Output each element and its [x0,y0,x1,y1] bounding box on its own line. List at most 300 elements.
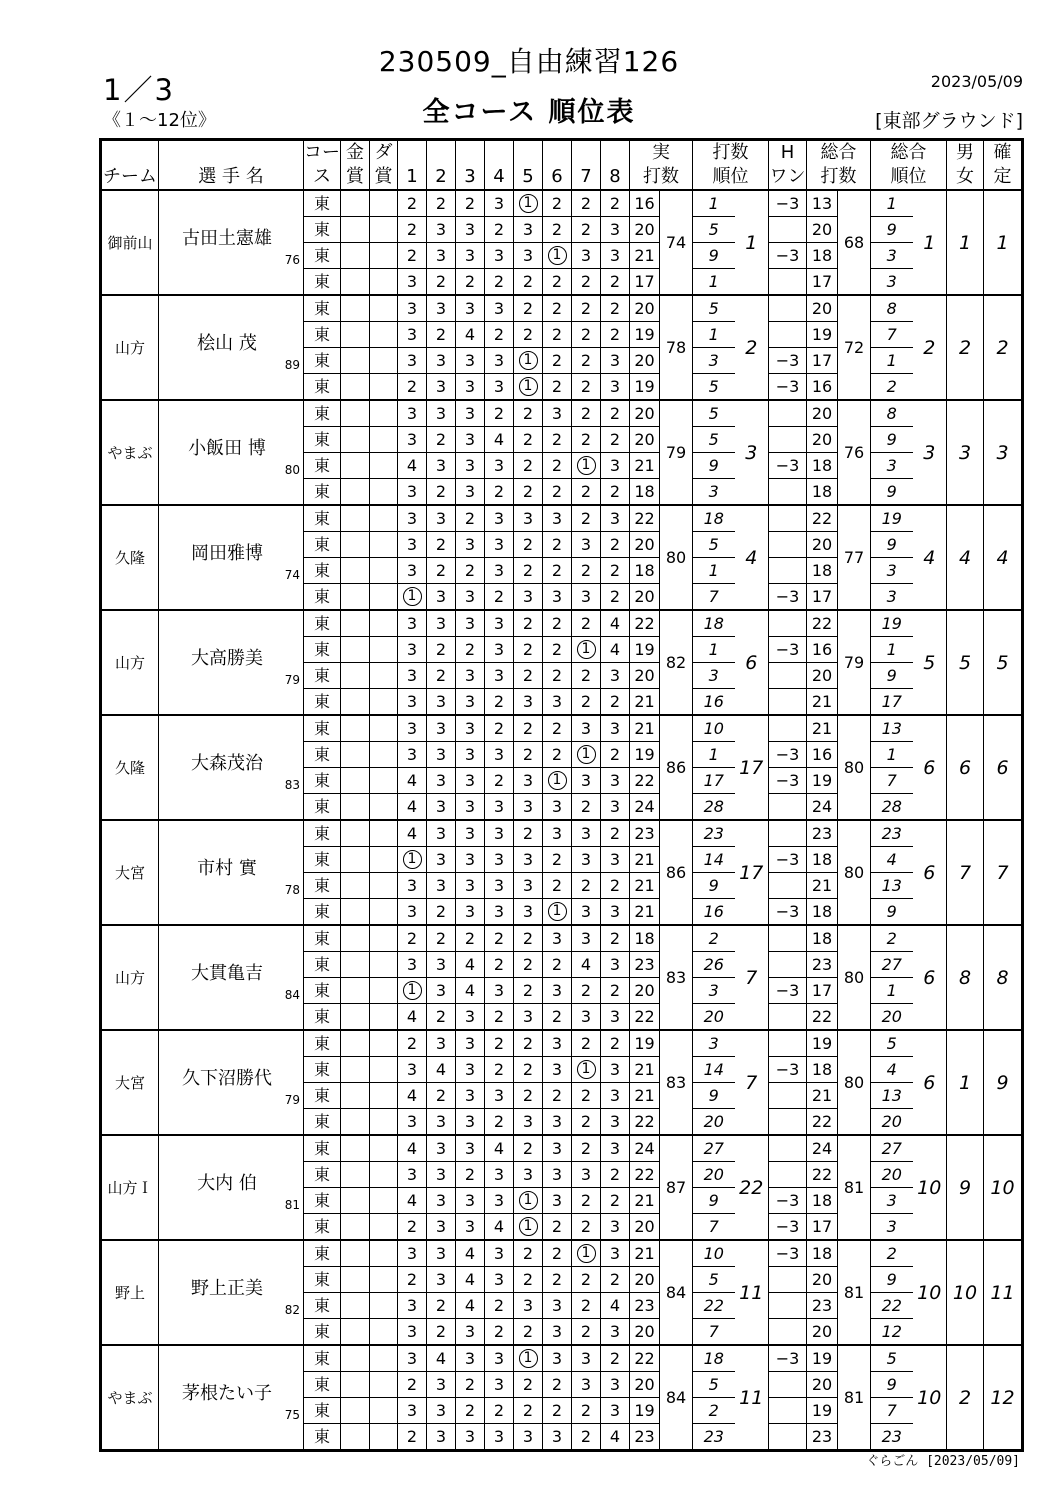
gold-cell [341,715,370,742]
hole-score: 3 [398,637,427,663]
gold-cell [341,558,370,584]
player-name-text: 大森茂治 [191,752,263,774]
hole-in-one-bonus [769,505,807,532]
total-header-top: 総合 [807,141,871,166]
hole-score [572,453,601,479]
final-rank: 2 [984,295,1022,400]
hole-score: 3 [485,558,514,584]
hole-score: 2 [572,427,601,453]
course-cell: 東 [304,978,341,1004]
hole-in-one-bonus [769,610,807,637]
hole-score: 3 [398,479,427,506]
hole-score: 2 [543,479,572,506]
total-strokes: 80 [838,715,871,820]
gold-cell [341,978,370,1004]
hole-score: 3 [514,505,543,532]
hole-score: 4 [398,453,427,479]
round-rank: 7 [693,1319,735,1346]
final-rank: 7 [984,820,1022,925]
round-total: 20 [630,663,660,689]
hole-score: 3 [543,1109,572,1136]
hole-score: 3 [543,820,572,847]
total-rank: 5 [913,610,947,715]
round-total-rank: 9 [871,663,913,689]
hole-score: 3 [398,952,427,978]
round-total: 22 [630,610,660,637]
course-cell: 東 [304,217,341,243]
course-cell: 東 [304,322,341,348]
hole-score [514,374,543,401]
gold-cell [341,663,370,689]
hole-score: 2 [601,742,630,768]
player-age: 76 [284,253,300,267]
da-header: 賞 [370,165,398,190]
hole-score: 3 [572,899,601,926]
round-total: 20 [630,348,660,374]
team-header: チーム [102,165,159,190]
hole-score: 3 [456,899,485,926]
hole-header-top [427,141,456,166]
hole-score: 2 [485,584,514,611]
hole-score: 3 [456,1109,485,1136]
da-cell [370,1267,398,1293]
hole-score: 3 [398,1057,427,1083]
hole-in-one-mark: 1 [519,1191,538,1210]
hole-score: 3 [601,1319,630,1346]
round-total-rank: 3 [871,269,913,296]
hole-score: 2 [514,1083,543,1109]
course-cell: 東 [304,1109,341,1136]
round-total-rank: 2 [871,1240,913,1267]
player-name-text: 野上正美 [191,1277,263,1299]
course-cell: 東 [304,269,341,296]
hole-score: 3 [427,873,456,899]
round-total: 21 [630,1240,660,1267]
round-rank: 18 [693,1345,735,1372]
hole-in-one-mark: 1 [577,1060,596,1079]
round-total: 20 [630,978,660,1004]
hole-score: 3 [398,663,427,689]
course-cell: 東 [304,479,341,506]
hole-score: 2 [514,1057,543,1083]
round-total-rank: 13 [871,715,913,742]
gold-cell [341,1083,370,1109]
round-total: 23 [630,952,660,978]
hole-score: 3 [427,610,456,637]
table-row [102,190,1022,217]
hole-score: 3 [485,1188,514,1214]
hole-score [543,243,572,269]
total-header: 打数 [807,165,871,190]
hole-score: 3 [456,479,485,506]
hole-score: 3 [398,715,427,742]
hole-score: 3 [601,217,630,243]
hole-score: 2 [456,190,485,217]
strokes-rank: 6 [735,610,769,715]
strokes-rank: 17 [735,820,769,925]
round-total-adjusted: 20 [807,1372,838,1398]
hole-in-one-header-top: H [769,141,807,166]
gold-cell [341,768,370,794]
hole-score: 3 [485,1267,514,1293]
gold-cell [341,269,370,296]
hole-score: 2 [485,689,514,716]
hole-score [514,1188,543,1214]
da-cell [370,217,398,243]
hole-score: 2 [601,1162,630,1188]
player-age: 78 [284,883,300,897]
course-cell: 東 [304,1372,341,1398]
hole-score: 4 [398,820,427,847]
hole-score: 2 [514,637,543,663]
hole-score: 2 [485,1293,514,1319]
hole-score: 2 [514,322,543,348]
hole-score: 3 [485,637,514,663]
gold-cell [341,794,370,821]
round-total-rank: 22 [871,1293,913,1319]
course-cell: 東 [304,243,341,269]
hole-score: 3 [601,453,630,479]
page-number: 1／3 [103,73,175,107]
hole-score: 2 [427,269,456,296]
hole-score: 3 [601,847,630,873]
hole-score: 4 [601,1424,630,1450]
final-rank: 10 [984,1135,1022,1240]
actual-header: 打数 [630,165,693,190]
hole-score: 2 [514,558,543,584]
strokes-rank: 17 [735,715,769,820]
round-total: 19 [630,1030,660,1057]
team-name: 久隆 [102,505,159,610]
round-total-adjusted: 21 [807,715,838,742]
hole-score: 3 [456,1057,485,1083]
hole-score: 3 [543,689,572,716]
hole-score: 2 [543,1372,572,1398]
round-total-rank: 5 [871,1030,913,1057]
gender-header: 女 [947,165,984,190]
player-name-text: 久下沼勝代 [182,1067,272,1089]
player-header: 選 手 名 [159,165,304,190]
course-cell: 東 [304,794,341,821]
round-total: 23 [630,820,660,847]
hole-score [572,637,601,663]
hole-score: 3 [427,1398,456,1424]
round-total: 21 [630,1083,660,1109]
hole-score: 4 [398,1135,427,1162]
hole-score: 3 [427,348,456,374]
round-total: 16 [630,190,660,217]
player-name-text: 岡田雅博 [191,542,263,564]
round-total: 20 [630,1372,660,1398]
course-cell: 東 [304,427,341,453]
round-total-adjusted: 17 [807,584,838,611]
round-total: 20 [630,1267,660,1293]
hole-score: 2 [398,925,427,952]
course-cell: 東 [304,952,341,978]
hole-score: 2 [485,479,514,506]
round-total: 22 [630,1109,660,1136]
hole-score: 3 [543,1188,572,1214]
round-total: 19 [630,742,660,768]
hole-score: 2 [543,348,572,374]
gold-cell [341,1398,370,1424]
hole-score: 2 [601,427,630,453]
hole-score: 4 [572,952,601,978]
hole-score: 3 [427,742,456,768]
hole-score: 4 [456,1293,485,1319]
player-name [159,1240,304,1345]
hole-score: 2 [427,532,456,558]
hole-score: 3 [456,427,485,453]
hole-score: 2 [427,925,456,952]
hole-score: 2 [485,715,514,742]
hole-score: 2 [572,1293,601,1319]
round-total-rank: 23 [871,820,913,847]
round-total-rank: 9 [871,899,913,926]
total-strokes: 79 [838,610,871,715]
hole-score: 3 [427,952,456,978]
hole-score: 3 [456,348,485,374]
final-rank: 1 [984,190,1022,295]
course-cell: 東 [304,1240,341,1267]
course-cell: 東 [304,820,341,847]
hole-score: 2 [543,873,572,899]
hole-score: 2 [514,453,543,479]
course-cell: 東 [304,190,341,217]
gold-cell [341,610,370,637]
player-name [159,1030,304,1135]
gold-cell [341,742,370,768]
player-name-text: 市村 實 [197,857,257,879]
round-total-rank: 9 [871,1372,913,1398]
hole-score: 2 [601,558,630,584]
gender-rank: 3 [947,400,984,505]
actual-strokes: 86 [660,715,693,820]
hole-score: 4 [601,1293,630,1319]
gender-rank: 5 [947,610,984,715]
round-total-rank: 9 [871,532,913,558]
hole-header-top [398,141,427,166]
round-total-adjusted: 19 [807,1398,838,1424]
da-cell [370,1240,398,1267]
hole-score: 4 [456,978,485,1004]
hole-score: 2 [514,1267,543,1293]
hole-score: 3 [514,689,543,716]
round-total-adjusted: 20 [807,1267,838,1293]
gold-header: 賞 [341,165,370,190]
hole-score: 3 [456,794,485,821]
round-total-adjusted: 18 [807,453,838,479]
hole-in-one-bonus [769,820,807,847]
course-cell: 東 [304,899,341,926]
hole-score: 3 [427,1214,456,1241]
course-cell: 東 [304,1319,341,1346]
da-cell [370,427,398,453]
course-cell: 東 [304,1004,341,1031]
round-total: 21 [630,243,660,269]
hole-score: 3 [427,1030,456,1057]
course-cell: 東 [304,1162,341,1188]
hole-score: 3 [456,374,485,401]
hole-score: 2 [514,427,543,453]
course-cell: 東 [304,1398,341,1424]
round-total: 19 [630,322,660,348]
round-rank: 9 [693,1083,735,1109]
round-rank: 1 [693,742,735,768]
hole-header: 2 [427,165,456,190]
actual-strokes: 82 [660,610,693,715]
gold-cell [341,689,370,716]
hole-score: 3 [456,768,485,794]
hole-score: 3 [485,374,514,401]
round-rank: 9 [693,453,735,479]
hole-score: 2 [427,427,456,453]
hole-score: 3 [485,532,514,558]
hole-score: 2 [427,190,456,217]
hole-score: 2 [572,1267,601,1293]
player-name [159,820,304,925]
gold-cell [341,217,370,243]
course-cell: 東 [304,1214,341,1241]
hole-score: 2 [572,400,601,427]
hole-score: 2 [514,1398,543,1424]
gold-cell [341,427,370,453]
round-rank: 5 [693,374,735,401]
table-row [102,1240,1022,1267]
da-cell [370,1345,398,1372]
hole-score: 2 [543,558,572,584]
round-total: 20 [630,584,660,611]
hole-score: 3 [485,348,514,374]
final-rank: 6 [984,715,1022,820]
hole-score: 3 [514,1162,543,1188]
final-header: 定 [984,165,1022,190]
hole-score: 3 [427,794,456,821]
gold-cell [341,295,370,322]
round-total-rank: 8 [871,400,913,427]
actual-strokes: 79 [660,400,693,505]
hole-in-one-bonus [769,1267,807,1293]
hole-score: 3 [398,1240,427,1267]
hole-score: 2 [514,1135,543,1162]
hole-score: 2 [398,1030,427,1057]
hole-score: 2 [514,1030,543,1057]
hole-score: 3 [514,1424,543,1450]
hole-in-one-bonus: −3 [769,348,807,374]
hole-score: 3 [601,1372,630,1398]
hole-in-one-bonus: −3 [769,1188,807,1214]
hole-score: 2 [514,715,543,742]
hole-score: 3 [456,610,485,637]
round-total-adjusted: 24 [807,794,838,821]
hole-header: 1 [398,165,427,190]
round-rank: 1 [693,558,735,584]
hole-in-one-bonus: −3 [769,243,807,269]
course-header-top: コー [304,142,340,163]
round-total-adjusted: 23 [807,820,838,847]
round-rank: 1 [693,269,735,296]
round-total: 23 [630,1293,660,1319]
hole-score: 3 [456,400,485,427]
round-total-rank: 19 [871,505,913,532]
hole-score: 3 [427,1267,456,1293]
hole-in-one-bonus [769,794,807,821]
hole-score: 3 [543,978,572,1004]
hole-score: 2 [514,1319,543,1346]
player-name-text: 大高勝美 [191,647,263,669]
hole-score: 4 [485,427,514,453]
round-total-adjusted: 18 [807,558,838,584]
round-rank: 5 [693,427,735,453]
hole-score [572,1057,601,1083]
da-cell [370,873,398,899]
round-total: 19 [630,1398,660,1424]
total-strokes: 80 [838,925,871,1030]
hole-in-one-bonus [769,479,807,506]
hole-score: 3 [543,584,572,611]
player-name [159,925,304,1030]
hole-score: 3 [427,1135,456,1162]
hole-score: 3 [514,899,543,926]
round-rank: 10 [693,1240,735,1267]
strokes-rank: 1 [735,190,769,295]
da-cell [370,1214,398,1241]
round-total-rank: 7 [871,768,913,794]
da-cell [370,637,398,663]
da-cell [370,689,398,716]
hole-score: 3 [456,295,485,322]
hole-in-one-mark: 1 [519,351,538,370]
hole-score: 3 [572,847,601,873]
hole-header: 7 [572,165,601,190]
hole-in-one-bonus [769,427,807,453]
round-total-rank: 20 [871,1109,913,1136]
da-cell [370,1188,398,1214]
hole-score: 2 [514,532,543,558]
da-cell [370,925,398,952]
total-rank: 6 [913,715,947,820]
hole-score: 3 [514,584,543,611]
hole-in-one-bonus [769,1162,807,1188]
hole-score: 3 [427,400,456,427]
hole-score [514,1214,543,1241]
hole-score: 3 [456,532,485,558]
round-rank: 5 [693,217,735,243]
round-rank: 20 [693,1109,735,1136]
strokes-rank: 4 [735,505,769,610]
total-rank: 4 [913,505,947,610]
round-rank: 20 [693,1004,735,1031]
round-total: 20 [630,532,660,558]
da-cell [370,453,398,479]
hole-score: 3 [485,742,514,768]
round-rank: 7 [693,584,735,611]
hole-in-one-bonus: −3 [769,742,807,768]
total-rank: 6 [913,925,947,1030]
round-total-adjusted: 19 [807,1030,838,1057]
player-age: 81 [284,1198,300,1212]
hole-score: 2 [572,1424,601,1450]
hole-score: 4 [456,952,485,978]
round-total: 18 [630,925,660,952]
da-cell [370,978,398,1004]
hole-score: 3 [427,1240,456,1267]
hole-header: 5 [514,165,543,190]
hole-in-one-bonus [769,269,807,296]
round-total-rank: 3 [871,243,913,269]
round-total-rank: 23 [871,1424,913,1450]
final-rank: 3 [984,400,1022,505]
